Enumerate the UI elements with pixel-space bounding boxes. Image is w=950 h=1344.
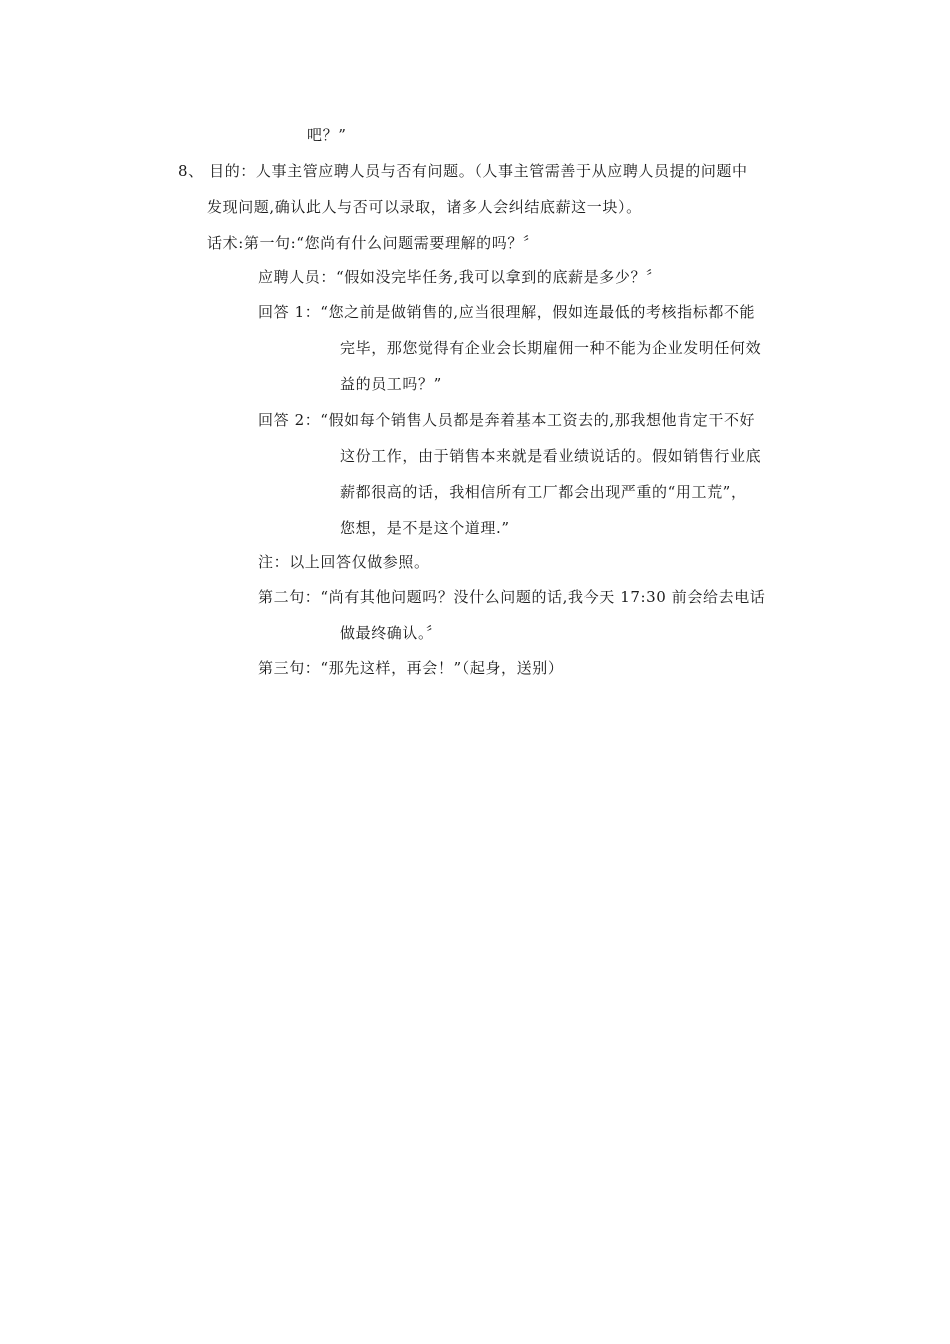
item-8-purpose-cont: 发现问题,确认此人与否可以录取，诸多人会纠结底薪这一块）。 xyxy=(207,198,642,216)
note-line: 注：以上回答仅做参照。 xyxy=(258,553,430,571)
answer-2-line-2: 这份工作，由于销售本来就是看业绩说话的。假如销售行业底 xyxy=(340,447,762,465)
script-first-sentence: 话术:第一句:“您尚有什么问题需要理解的吗？〞 xyxy=(207,234,539,252)
applicant-question: 应聘人员：“假如没完毕任务,我可以拿到的底薪是多少？〞 xyxy=(258,268,662,286)
answer-1-line-3: 益的员工吗？” xyxy=(340,375,442,393)
second-sentence-line-2: 做最终确认。〞 xyxy=(340,624,442,642)
answer-1-line-1: 回答 1：“您之前是做销售的,应当很理解，假如连最低的考核指标都不能 xyxy=(258,303,756,321)
answer-1-line-2: 完毕，那您觉得有企业会长期雇佣一种不能为企业发明任何效 xyxy=(340,339,762,357)
item-8-purpose: 8、 目的：人事主管应聘人员与否有问题。（人事主管需善于从应聘人员提的问题中 xyxy=(178,162,748,180)
text-line-continuation: 吧？” xyxy=(307,126,347,144)
second-sentence-line-1: 第二句：“尚有其他问题吗？没什么问题的话,我今天 17:30 前会给去电话 xyxy=(258,588,766,606)
answer-2-line-4: 您想，是不是这个道理.” xyxy=(340,519,510,537)
third-sentence-line: 第三句：“那先这样，再会！”（起身，送别） xyxy=(258,659,564,677)
answer-2-line-1: 回答 2：“假如每个销售人员都是奔着基本工资去的,那我想他肯定干不好 xyxy=(258,411,756,429)
answer-2-line-3: 薪都很高的话，我相信所有工厂都会出现严重的“用工荒”， xyxy=(340,483,747,501)
